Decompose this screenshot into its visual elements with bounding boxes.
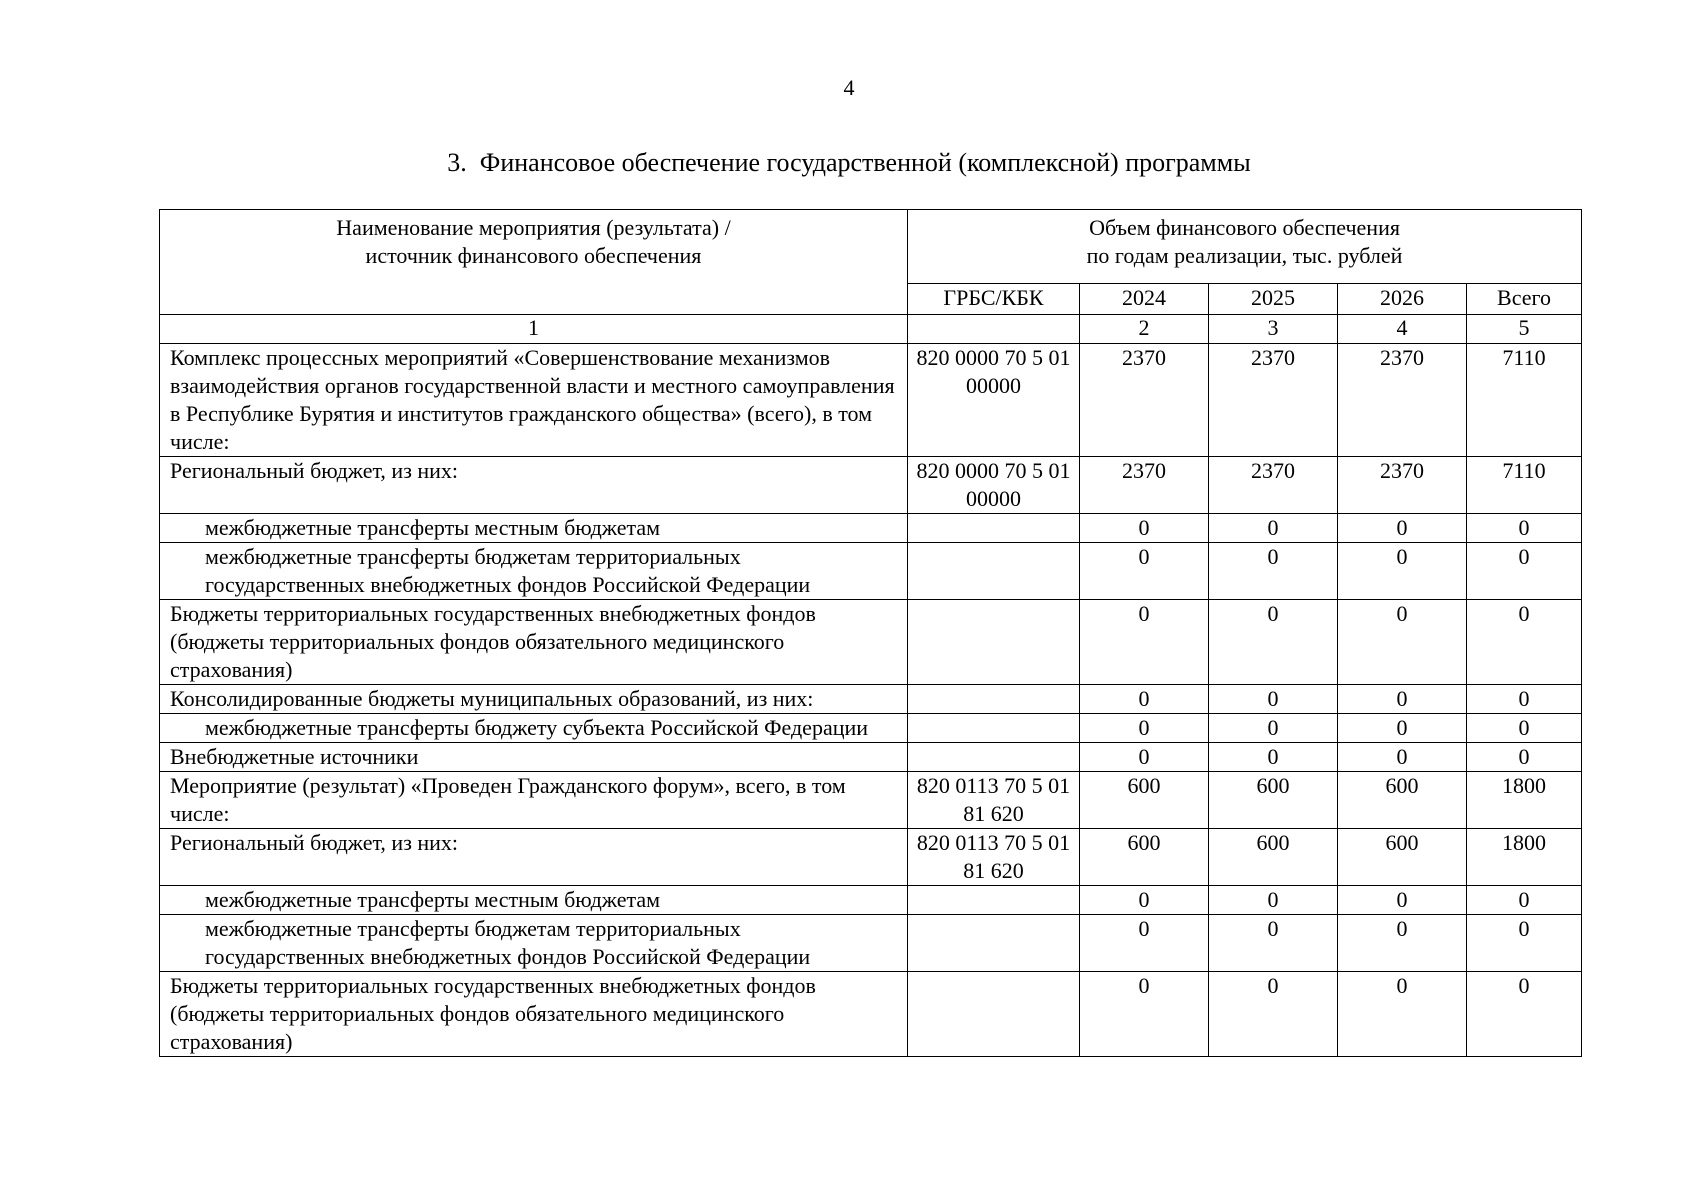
row-value-2026: 600 (1338, 772, 1467, 829)
header-volume-line-1: Объем финансового обеспечения (1089, 215, 1400, 240)
row-value-2025: 0 (1209, 714, 1338, 743)
table-row (160, 915, 1582, 972)
header-year-1: 2024 (1080, 284, 1209, 315)
row-code: 820 0000 70 5 01 00000 (908, 457, 1080, 514)
row-code (908, 685, 1080, 714)
table-row (160, 772, 1582, 829)
row-value-2025: 0 (1209, 972, 1338, 1057)
row-value-2024: 0 (1080, 714, 1209, 743)
header-name-line-2: источник финансового обеспечения (365, 243, 702, 268)
table-row (160, 344, 1582, 457)
row-value-2026: 0 (1338, 915, 1467, 972)
row-value-2025: 0 (1209, 685, 1338, 714)
table-row (160, 600, 1582, 685)
row-value-total: 0 (1467, 543, 1582, 600)
row-value-total: 1800 (1467, 829, 1582, 886)
header-name-column (160, 210, 908, 315)
header-volume-group (908, 210, 1582, 284)
row-name: Внебюджетные источники (160, 743, 908, 772)
row-value-2024: 2370 (1080, 457, 1209, 514)
header-volume-line-2: по годам реализации, тыс. рублей (1086, 243, 1403, 268)
row-value-total: 0 (1467, 714, 1582, 743)
row-value-2024: 0 (1080, 685, 1209, 714)
row-name: межбюджетные трансферты бюджету субъекта Российской Федерации (160, 714, 908, 743)
financing-table (159, 209, 1582, 1057)
header-year-2: 2025 (1209, 284, 1338, 315)
column-number-2: 2 (1080, 315, 1209, 344)
row-value-2024: 0 (1080, 915, 1209, 972)
row-value-2025: 600 (1209, 772, 1338, 829)
row-value-2025: 2370 (1209, 344, 1338, 457)
row-code: 820 0000 70 5 01 00000 (908, 344, 1080, 457)
row-value-2026: 0 (1338, 714, 1467, 743)
row-name: Региональный бюджет, из них: (160, 457, 908, 514)
row-value-2026: 0 (1338, 972, 1467, 1057)
table-row (160, 514, 1582, 543)
row-code (908, 743, 1080, 772)
row-value-total: 0 (1467, 600, 1582, 685)
row-value-2024: 0 (1080, 514, 1209, 543)
row-value-2024: 0 (1080, 543, 1209, 600)
row-value-2025: 0 (1209, 543, 1338, 600)
row-value-2026: 0 (1338, 685, 1467, 714)
table-row (160, 457, 1582, 514)
table-row (160, 829, 1582, 886)
header-name-line-1: Наименование мероприятия (результата) / (336, 215, 731, 240)
row-value-2024: 600 (1080, 829, 1209, 886)
row-value-2026: 0 (1338, 543, 1467, 600)
row-value-2024: 0 (1080, 743, 1209, 772)
row-value-2026: 2370 (1338, 344, 1467, 457)
table-row (160, 543, 1582, 600)
row-value-2024: 2370 (1080, 344, 1209, 457)
row-value-total: 0 (1467, 685, 1582, 714)
row-value-2025: 600 (1209, 829, 1338, 886)
page-number: 4 (843, 75, 855, 100)
row-value-2026: 0 (1338, 600, 1467, 685)
row-code (908, 714, 1080, 743)
table-row (160, 714, 1582, 743)
row-name: межбюджетные трансферты местным бюджетам (160, 514, 908, 543)
row-code (908, 600, 1080, 685)
column-number-5: 5 (1467, 315, 1582, 344)
table-header-row-1 (160, 210, 1582, 284)
row-value-2024: 600 (1080, 772, 1209, 829)
row-value-2025: 0 (1209, 514, 1338, 543)
row-name: Комплекс процессных мероприятий «Совершенствование механизмов взаимодействия органов государственной власти и местного самоуправления в Республике Бурятия и институтов гражданского общества» (всего), в том числе: (160, 344, 908, 457)
column-number-3: 3 (1209, 315, 1338, 344)
row-value-total: 0 (1467, 514, 1582, 543)
row-value-2025: 0 (1209, 915, 1338, 972)
row-value-total: 7110 (1467, 457, 1582, 514)
row-name: Бюджеты территориальных государственных внебюджетных фондов (бюджеты территориальных фондов обязательного медицинского страхования) (160, 972, 908, 1057)
row-value-2026: 0 (1338, 514, 1467, 543)
row-code (908, 886, 1080, 915)
row-value-2025: 0 (1209, 743, 1338, 772)
table-row (160, 886, 1582, 915)
row-value-total: 0 (1467, 886, 1582, 915)
header-year-3: 2026 (1338, 284, 1467, 315)
row-value-2024: 0 (1080, 600, 1209, 685)
row-value-2026: 0 (1338, 886, 1467, 915)
row-value-2025: 0 (1209, 600, 1338, 685)
column-number-1: 1 (160, 315, 908, 344)
row-value-total: 0 (1467, 972, 1582, 1057)
row-value-total: 1800 (1467, 772, 1582, 829)
row-value-total: 7110 (1467, 344, 1582, 457)
row-value-2026: 2370 (1338, 457, 1467, 514)
row-code (908, 514, 1080, 543)
row-value-2025: 2370 (1209, 457, 1338, 514)
row-value-2026: 600 (1338, 829, 1467, 886)
row-value-2026: 0 (1338, 743, 1467, 772)
column-number-code (908, 315, 1080, 344)
row-value-total: 0 (1467, 743, 1582, 772)
column-numbers-row (160, 315, 1582, 344)
row-name: Бюджеты территориальных государственных внебюджетных фондов (бюджеты территориальных фондов обязательного медицинского страхования) (160, 600, 908, 685)
section-title: 3. Финансовое обеспечение государственной (комплексной) программы (447, 148, 1251, 177)
row-value-2024: 0 (1080, 972, 1209, 1057)
row-name: межбюджетные трансферты бюджетам территориальных государственных внебюджетных фондов Российской Федерации (160, 543, 908, 600)
row-value-2024: 0 (1080, 886, 1209, 915)
row-code: 820 0113 70 5 01 81 620 (908, 829, 1080, 886)
row-value-total: 0 (1467, 915, 1582, 972)
row-name: межбюджетные трансферты бюджетам территориальных государственных внебюджетных фондов Российской Федерации (160, 915, 908, 972)
column-number-4: 4 (1338, 315, 1467, 344)
row-name: Мероприятие (результат) «Проведен Гражданского форум», всего, в том числе: (160, 772, 908, 829)
row-code (908, 972, 1080, 1057)
header-total: Всего (1467, 284, 1582, 315)
row-name: Консолидированные бюджеты муниципальных образований, из них: (160, 685, 908, 714)
row-code: 820 0113 70 5 01 81 620 (908, 772, 1080, 829)
header-code: ГРБС/КБК (908, 284, 1080, 315)
row-code (908, 543, 1080, 600)
row-value-2025: 0 (1209, 886, 1338, 915)
table-row (160, 685, 1582, 714)
row-name: Региональный бюджет, из них: (160, 829, 908, 886)
table-row (160, 743, 1582, 772)
row-code (908, 915, 1080, 972)
row-name: межбюджетные трансферты местным бюджетам (160, 886, 908, 915)
table-row (160, 972, 1582, 1057)
